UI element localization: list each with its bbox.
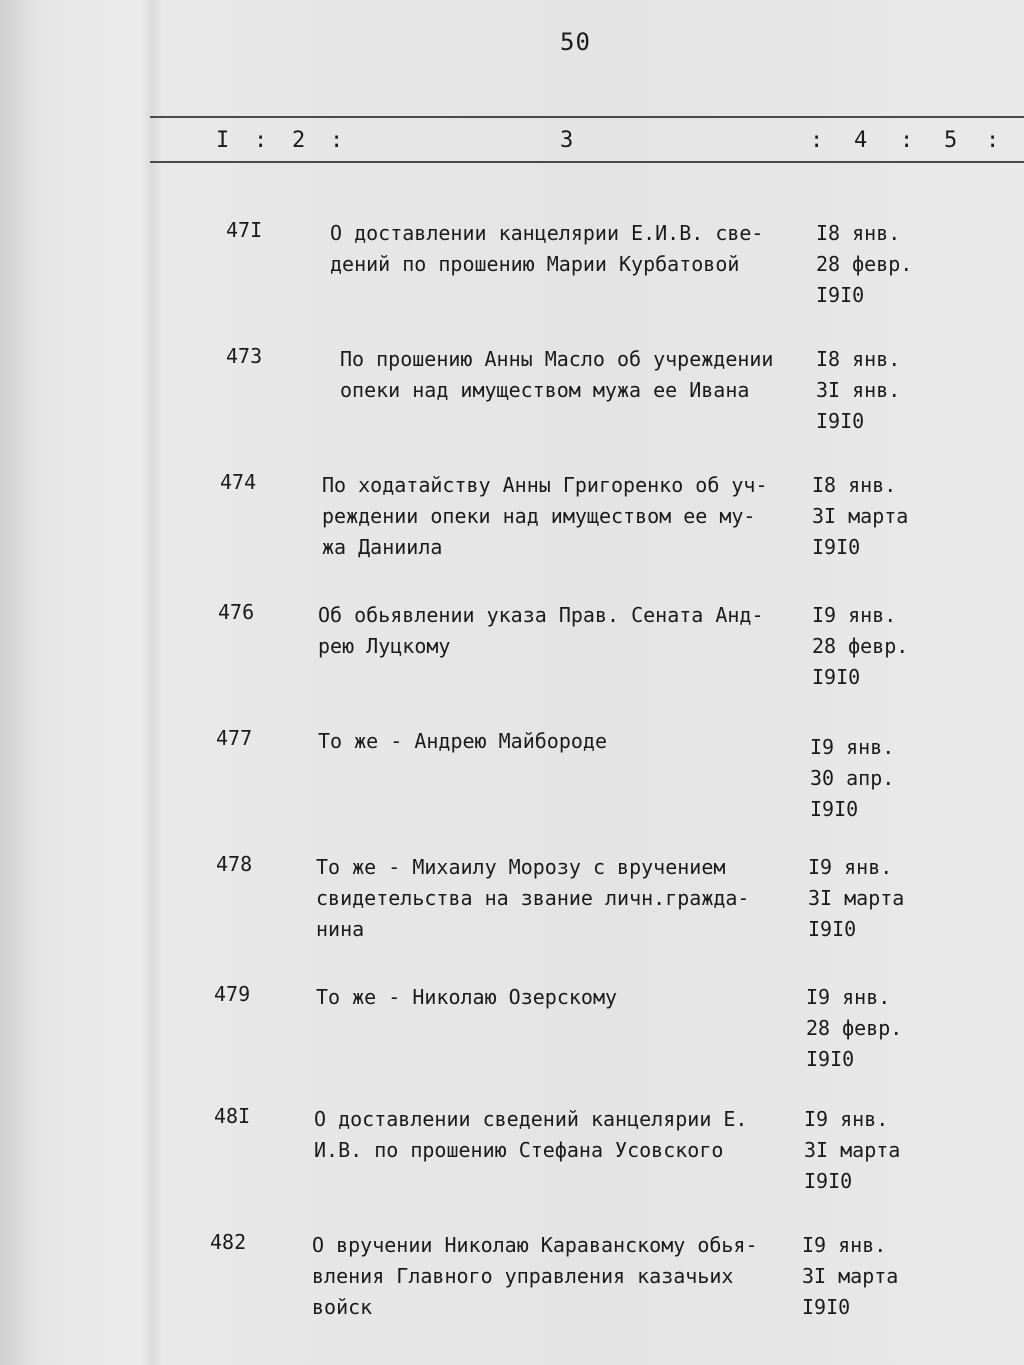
entry-description: О доставлении канцелярии Е.И.В. све- дений по прошению Марии Курбатовой: [330, 221, 764, 276]
header-col-4: 4: [854, 128, 868, 153]
entry-description: Об обьявлении указа Прав. Сената Анд- рею Луцкому: [318, 603, 764, 658]
entry-number: 482: [210, 1230, 247, 1254]
entry-number: 476: [218, 600, 255, 624]
entry-dates: I9 янв. 3I марта I9I0: [808, 855, 905, 941]
header-col-5: 5: [944, 128, 958, 153]
entry-number: 48I: [214, 1104, 251, 1128]
header-separator: :: [810, 128, 824, 153]
header-separator: :: [254, 128, 268, 153]
entry-description: То же - Михаилу Морозу с вручением свидетельства на звание личн.гражда- нина: [316, 855, 750, 941]
header-separator: :: [986, 128, 1000, 153]
entry-description: То же - Андрею Майбороде: [318, 729, 607, 753]
entry-number: 478: [216, 852, 253, 876]
entry-description: По ходатайству Анны Григоренко об уч- реждении опеки над имуществом ее му- жа Даниила: [322, 473, 768, 559]
entry-dates: I9 янв. 3I марта I9I0: [804, 1107, 901, 1193]
entry-number: 474: [220, 470, 257, 494]
entry-number: 479: [214, 982, 251, 1006]
entry-dates: I9 янв. 28 февр. I9I0: [806, 985, 903, 1071]
header-separator: :: [330, 128, 344, 153]
header-col-3: 3: [560, 128, 574, 153]
entry-dates: I9 янв. 30 апр. I9I0: [810, 735, 895, 821]
header-col-1: I: [216, 128, 230, 153]
entry-description: По прошению Анны Масло об учреждении опеки над имуществом мужа ее Ивана: [340, 347, 774, 402]
header-separator: :: [900, 128, 914, 153]
entry-number: 47I: [226, 218, 263, 242]
entry-dates: I8 янв. 28 февр. I9I0: [816, 221, 913, 307]
table-header: [150, 122, 1024, 158]
entry-dates: I9 янв. 28 февр. I9I0: [812, 603, 909, 689]
entry-dates: I9 янв. 3I марта I9I0: [802, 1233, 899, 1319]
page-spine-shadow: [140, 0, 164, 1365]
page-number: 50: [560, 28, 591, 56]
entry-dates: I8 янв. 3I янв. I9I0: [816, 347, 901, 433]
entry-number: 473: [226, 344, 263, 368]
entry-description: То же - Николаю Озерскому: [316, 985, 618, 1009]
entry-description: О вручении Николаю Караванскому обья- вления Главного управления казачьих войск: [312, 1233, 758, 1319]
entry-description: О доставлении сведений канцелярии Е. И.В. по прошению Стефана Усовского: [314, 1107, 748, 1162]
header-rule-top: [150, 116, 1024, 118]
entry-number: 477: [216, 726, 253, 750]
header-rule-bottom: [150, 161, 1024, 163]
header-col-2: 2: [292, 128, 306, 153]
entry-dates: I8 янв. 3I марта I9I0: [812, 473, 909, 559]
